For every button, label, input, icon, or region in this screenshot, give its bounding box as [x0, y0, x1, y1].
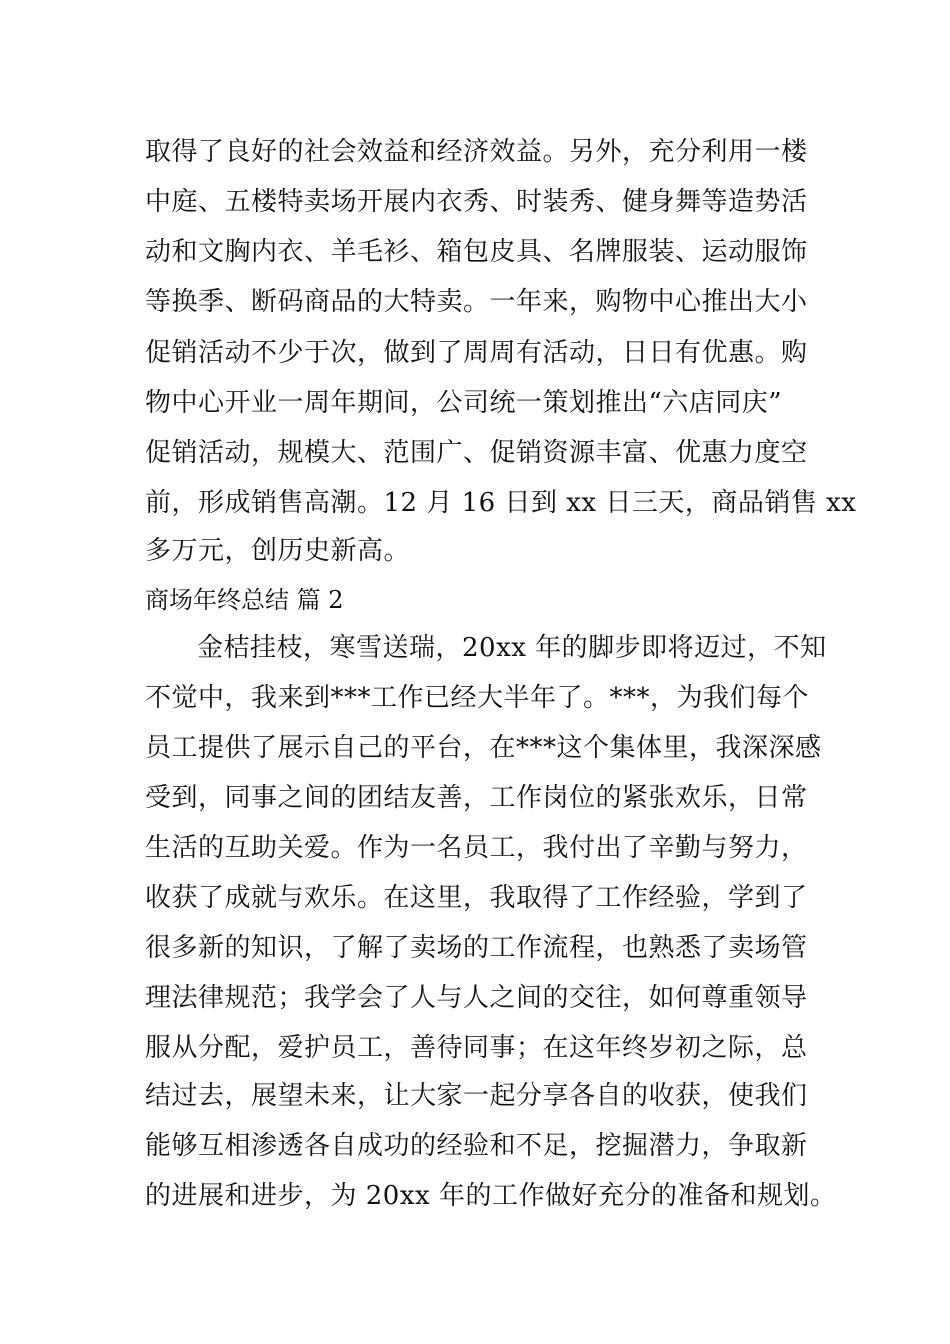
paragraph1-line-3: 动和文胸内衣、羊毛衫、箱包皮具、名牌服装、运动服饰 — [145, 237, 808, 267]
paragraph2-line-6: 收获了成就与欢乐。在这里，我取得了工作经验，学到了 — [145, 883, 808, 913]
paragraph2-line-8: 理法律规范；我学会了人与人之间的交往，如何尊重领导 — [145, 983, 808, 1013]
paragraph2-line-1: 金桔挂枝，寒雪送瑞，20xx 年的脚步即将迈过，不知 — [197, 633, 827, 663]
paragraph2-line-4: 受到，同事之间的团结友善，工作岗位的紧张欢乐，日常 — [145, 783, 808, 813]
paragraph2-line-12: 的进展和进步，为 20xx 年的工作做好充分的准备和规划。 — [145, 1181, 837, 1211]
paragraph2-line-11: 能够互相渗透各自成功的经验和不足，挖掘潜力，争取新 — [145, 1131, 808, 1161]
paragraph1-line-8: 前，形成销售高潮。12 月 16 日到 xx 日三天，商品销售 xx — [145, 488, 857, 518]
paragraph2-line-7: 很多新的知识，了解了卖场的工作流程，也熟悉了卖场管 — [145, 933, 808, 963]
paragraph1-line-5: 促销活动不少于次，做到了周周有活动，日日有优惠。购 — [145, 338, 808, 368]
paragraph1-line-4: 等换季、断码商品的大特卖。一年来，购物中心推出大小 — [145, 287, 808, 317]
paragraph1-line-7: 促销活动，规模大、范围广、促销资源丰富、优惠力度空 — [145, 438, 808, 468]
paragraph1-line-6: 物中心开业一周年期间，公司统一策划推出“六店同庆” — [145, 388, 783, 418]
paragraph1-line-1: 取得了良好的社会效益和经济效益。另外，充分利用一楼 — [145, 137, 808, 167]
paragraph2-line-10: 结过去，展望未来，让大家一起分享各自的收获，使我们 — [145, 1081, 808, 1111]
paragraph2-line-5: 生活的互助关爱。作为一名员工，我付出了辛勤与努力， — [145, 833, 808, 863]
paragraph2-line-9: 服从分配，爱护员工，善待同事；在这年终岁初之际，总 — [145, 1033, 808, 1063]
paragraph2-line-3: 员工提供了展示自己的平台，在***这个集体里，我深深感 — [145, 733, 822, 763]
paragraph2-line-2: 不觉中，我来到***工作已经大半年了。***，为我们每个 — [145, 683, 810, 713]
paragraph1-line-2: 中庭、五楼特卖场开展内衣秀、时装秀、健身舞等造势活 — [145, 187, 808, 217]
section-heading: 商场年终总结 篇 2 — [145, 586, 344, 614]
paragraph1-line-9: 多万元，创历史新高。 — [145, 536, 411, 566]
